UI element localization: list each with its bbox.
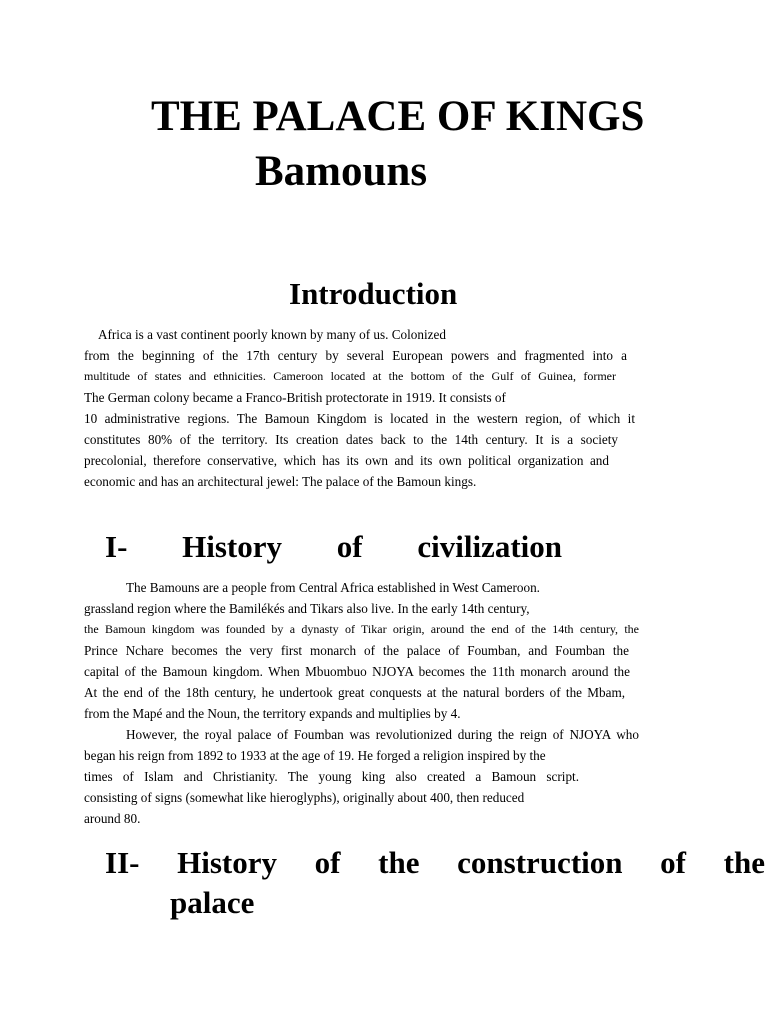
section-1-word: of xyxy=(336,529,363,564)
intro-line: from the beginning of the 17th century by several European powers and fragmented into a xyxy=(84,348,627,363)
intro-line: The German colony became a Franco-British protectorate in 1919. It consists of xyxy=(84,390,506,405)
intro-line: constitutes 80% of the territory. Its creation dates back to the 14th century. It is a society xyxy=(84,432,618,447)
section-1-number: I- xyxy=(105,529,128,564)
section-2-heading xyxy=(105,847,765,878)
section-1-word: History xyxy=(182,529,283,564)
section-2-heading-line2: palace xyxy=(170,885,255,920)
intro-line: precolonial, therefore conservative, which has its own and its own political organization and xyxy=(84,453,609,468)
section-1-line: around 80. xyxy=(84,811,141,826)
section-1-line: The Bamouns are a people from Central Africa established in West Cameroon. xyxy=(126,580,540,595)
section-2-word: the xyxy=(378,845,420,880)
section-2-word: History xyxy=(177,845,277,880)
section-1-line: the Bamoun kingdom was founded by a dynasty of Tikar origin, around the end of the 14th century, the xyxy=(84,622,639,636)
introduction-heading: Introduction xyxy=(289,276,458,311)
section-1-line: At the end of the 18th century, he undertook great conquests at the natural borders of the Mbam, xyxy=(84,685,625,700)
section-1-line: grassland region where the Bamilékés and Tikars also live. In the early 14th century, xyxy=(84,601,530,616)
section-1-line: However, the royal palace of Foumban was revolutionized during the reign of NJOYA who xyxy=(126,727,639,742)
section-2-word: construction xyxy=(457,845,623,880)
document-title-line1: THE PALACE OF KINGS xyxy=(151,93,645,140)
document-title-line2: Bamouns xyxy=(255,148,428,195)
section-1-line: Prince Nchare becomes the very first monarch of the palace of Foumban, and Foumban the xyxy=(84,643,629,658)
section-2-word: the xyxy=(723,845,765,880)
intro-line: multitude of states and ethnicities. Cameroon located at the bottom of the Gulf of Guinea, former xyxy=(84,369,616,383)
intro-line: Africa is a vast continent poorly known by many of us. Colonized xyxy=(98,327,446,342)
section-1-line: capital of the Bamoun kingdom. When Mbuombuo NJOYA becomes the 11th monarch around the xyxy=(84,664,630,679)
section-1-heading xyxy=(105,531,562,562)
intro-line: economic and has an architectural jewel: The palace of the Bamoun kings. xyxy=(84,474,477,489)
section-1-line: consisting of signs (somewhat like hieroglyphs), originally about 400, then reduced xyxy=(84,790,525,805)
intro-line: 10 administrative regions. The Bamoun Kingdom is located in the western region, of which it xyxy=(84,411,635,426)
section-1-word: civilization xyxy=(417,529,562,564)
section-1-line: began his reign from 1892 to 1933 at the age of 19. He forged a religion inspired by the xyxy=(84,748,546,763)
section-2-number: II- xyxy=(105,845,140,880)
section-2-word: of xyxy=(660,845,686,880)
section-2-word: of xyxy=(314,845,341,880)
section-1-line: from the Mapé and the Noun, the territory expands and multiplies by 4. xyxy=(84,706,461,721)
section-1-line: times of Islam and Christianity. The young king also created a Bamoun script. xyxy=(84,769,579,784)
